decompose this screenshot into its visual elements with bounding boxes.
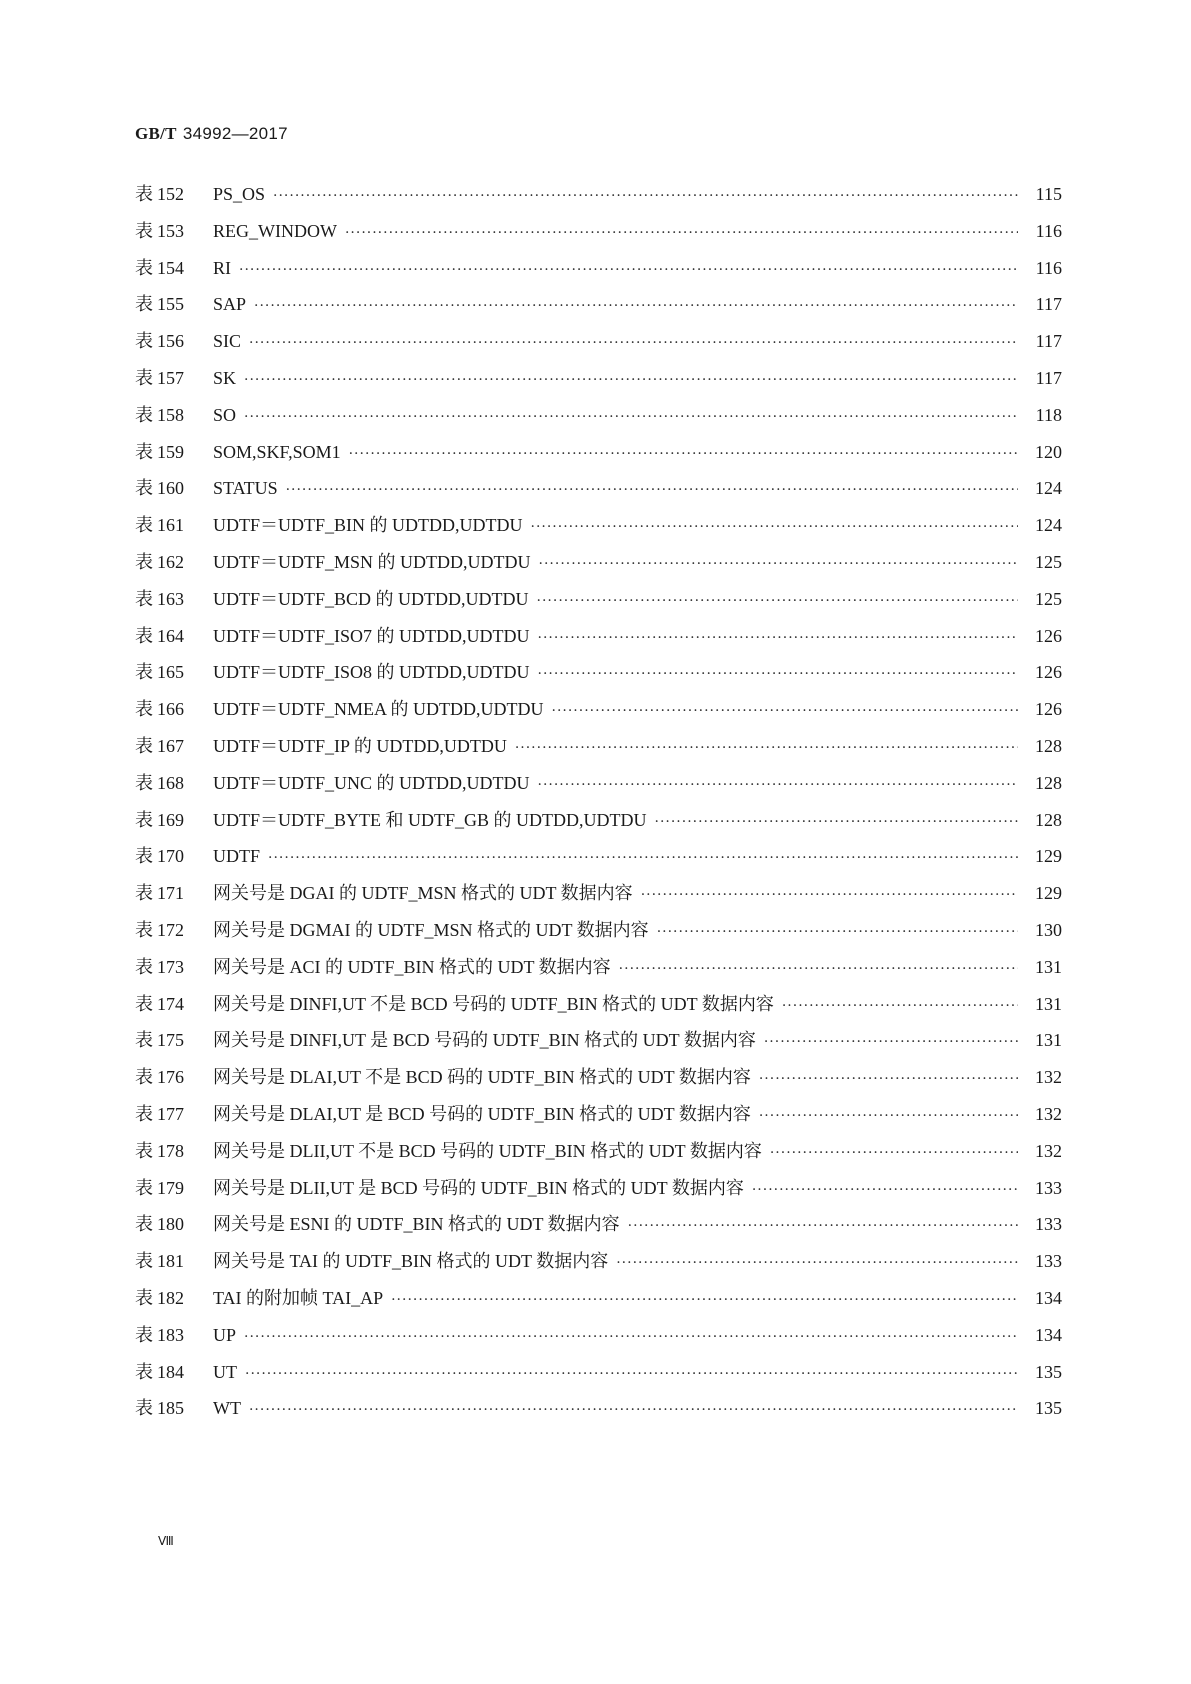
toc-entry-prefix: 表 bbox=[135, 515, 153, 537]
toc-entry-page-number: 131 bbox=[1035, 956, 1062, 977]
toc-entry[interactable] bbox=[135, 176, 1062, 213]
toc-entry[interactable] bbox=[135, 323, 1062, 360]
toc-entry-title: REG_WINDOW bbox=[213, 220, 337, 241]
toc-dot-leader bbox=[538, 767, 1019, 804]
toc-entry-table-number: 154 bbox=[157, 257, 184, 278]
toc-entry-title: WT bbox=[213, 1398, 241, 1419]
toc-entry-title: STATUS bbox=[213, 478, 278, 499]
toc-entry-page-number: 117 bbox=[1035, 294, 1062, 315]
toc-entry-prefix: 表 bbox=[135, 478, 153, 500]
toc-dot-leader bbox=[538, 656, 1019, 693]
toc-entry-table-number: 177 bbox=[157, 1103, 184, 1124]
table-of-contents bbox=[135, 176, 1062, 1427]
toc-dot-leader bbox=[759, 1061, 1018, 1098]
toc-entry-page-number: 126 bbox=[1035, 625, 1062, 646]
toc-dot-leader bbox=[239, 252, 1018, 289]
toc-entry-page-number: 118 bbox=[1035, 404, 1062, 425]
toc-entry-table-number: 182 bbox=[157, 1287, 184, 1308]
toc-entry-title: SK bbox=[213, 367, 237, 388]
toc-entry-page-number: 132 bbox=[1035, 1067, 1062, 1088]
toc-entry[interactable] bbox=[135, 654, 1062, 691]
toc-entry[interactable] bbox=[135, 507, 1062, 544]
toc-entry-title: SAP bbox=[213, 294, 247, 315]
toc-entry-table-number: 170 bbox=[157, 846, 184, 867]
toc-entry-title: 网关号是 DLAI,UT 不是 BCD 码的 UDTF_BIN 格式的 UDT 数据内容 bbox=[213, 1067, 751, 1088]
toc-entry-prefix: 表 bbox=[135, 1251, 153, 1273]
toc-entry-title: 网关号是 ESNI 的 UDTF_BIN 格式的 UDT 数据内容 bbox=[213, 1214, 620, 1235]
toc-entry-page-number: 131 bbox=[1035, 1030, 1062, 1051]
toc-dot-leader bbox=[244, 1319, 1018, 1356]
toc-entry-page-number: 129 bbox=[1035, 883, 1062, 904]
toc-entry-title: 网关号是 TAI 的 UDTF_BIN 格式的 UDT 数据内容 bbox=[213, 1251, 609, 1272]
toc-entry-table-number: 169 bbox=[157, 809, 184, 830]
toc-entry-prefix: 表 bbox=[135, 367, 153, 389]
toc-entry-page-number: 125 bbox=[1035, 551, 1062, 572]
toc-entry-table-number: 171 bbox=[157, 883, 184, 904]
toc-entry-table-number: 152 bbox=[157, 184, 184, 204]
toc-entry[interactable] bbox=[135, 1059, 1062, 1096]
toc-dot-leader bbox=[759, 1098, 1018, 1135]
toc-entry-table-number: 183 bbox=[157, 1324, 184, 1345]
toc-entry-prefix: 表 bbox=[135, 919, 153, 941]
toc-entry-table-number: 175 bbox=[157, 1030, 184, 1051]
toc-entry-table-number: 184 bbox=[157, 1361, 184, 1382]
toc-entry-prefix: 表 bbox=[135, 1287, 153, 1309]
toc-entry-table-number: 165 bbox=[157, 662, 184, 683]
toc-entry-prefix: 表 bbox=[135, 1214, 153, 1236]
toc-entry-title: TAI 的附加帧 TAI_AP bbox=[213, 1287, 384, 1308]
toc-entry-page-number: 133 bbox=[1035, 1251, 1062, 1272]
toc-entry-title: SO bbox=[213, 404, 237, 425]
toc-entry-prefix: 表 bbox=[135, 404, 153, 426]
toc-entry-title: 网关号是 DGAI 的 UDTF_MSN 格式的 UDT 数据内容 bbox=[213, 883, 633, 904]
toc-entry-page-number: 134 bbox=[1035, 1287, 1062, 1308]
toc-entry-table-number: 174 bbox=[157, 993, 184, 1014]
toc-entry[interactable] bbox=[135, 360, 1062, 397]
toc-entry[interactable] bbox=[135, 1243, 1062, 1280]
toc-entry-page-number: 133 bbox=[1035, 1177, 1062, 1198]
toc-entry-prefix: 表 bbox=[135, 735, 153, 757]
toc-entry-title: UDTF＝UDTF_ISO7 的 UDTDD,UDTDU bbox=[213, 625, 530, 646]
toc-entry-title: UDTF＝UDTF_BCD 的 UDTDD,UDTDU bbox=[213, 588, 529, 609]
toc-entry-page-number: 125 bbox=[1035, 588, 1062, 609]
toc-entry-page-number: 124 bbox=[1035, 515, 1062, 536]
toc-entry-page-number: 116 bbox=[1035, 257, 1062, 278]
toc-dot-leader bbox=[770, 1135, 1018, 1172]
toc-entry[interactable] bbox=[135, 1354, 1062, 1391]
toc-dot-leader bbox=[268, 840, 1018, 877]
toc-entry-title: UDTF＝UDTF_MSN 的 UDTDD,UDTDU bbox=[213, 551, 531, 572]
toc-dot-leader bbox=[764, 1024, 1018, 1061]
toc-dot-leader bbox=[349, 436, 1018, 473]
toc-entry[interactable] bbox=[135, 250, 1062, 287]
toc-entry[interactable] bbox=[135, 1096, 1062, 1133]
toc-entry[interactable] bbox=[135, 1170, 1062, 1207]
toc-entry-title: RI bbox=[213, 257, 231, 278]
toc-entry-prefix: 表 bbox=[135, 699, 153, 721]
toc-dot-leader bbox=[245, 1356, 1018, 1393]
toc-entry[interactable] bbox=[135, 1133, 1062, 1170]
toc-entry-title: 网关号是 DLAI,UT 是 BCD 号码的 UDTF_BIN 格式的 UDT 数据内容 bbox=[213, 1103, 751, 1124]
toc-entry-table-number: 162 bbox=[157, 551, 184, 572]
toc-entry-prefix: 表 bbox=[135, 1361, 153, 1383]
toc-entry-page-number: 126 bbox=[1035, 662, 1062, 683]
toc-dot-leader bbox=[782, 988, 1018, 1025]
toc-entry-table-number: 180 bbox=[157, 1214, 184, 1235]
toc-dot-leader bbox=[531, 509, 1019, 546]
toc-entry-title: UDTF＝UDTF_UNC 的 UDTDD,UDTDU bbox=[213, 772, 530, 793]
toc-entry[interactable] bbox=[135, 286, 1062, 323]
toc-entry-prefix: 表 bbox=[135, 1324, 153, 1346]
toc-entry-prefix: 表 bbox=[135, 1030, 153, 1052]
toc-dot-leader bbox=[616, 1245, 1018, 1282]
toc-entry[interactable] bbox=[135, 1022, 1062, 1059]
toc-entry-title: UDTF＝UDTF_IP 的 UDTDD,UDTDU bbox=[213, 735, 507, 756]
toc-entry-prefix: 表 bbox=[135, 1140, 153, 1162]
toc-entry-page-number: 132 bbox=[1035, 1103, 1062, 1124]
toc-entry-title: UDTF＝UDTF_NMEA 的 UDTDD,UDTDU bbox=[213, 699, 544, 720]
toc-entry-prefix: 表 bbox=[135, 551, 153, 573]
toc-entry-prefix: 表 bbox=[135, 883, 153, 905]
toc-entry-table-number: 167 bbox=[157, 735, 184, 756]
toc-entry[interactable] bbox=[135, 912, 1062, 949]
toc-dot-leader bbox=[244, 362, 1018, 399]
toc-dot-leader bbox=[752, 1172, 1018, 1209]
toc-entry-prefix: 表 bbox=[135, 809, 153, 831]
toc-entry[interactable] bbox=[135, 986, 1062, 1023]
toc-entry-page-number: 117 bbox=[1035, 331, 1062, 352]
toc-entry-page-number: 116 bbox=[1035, 220, 1062, 241]
toc-entry-title: 网关号是 ACI 的 UDTF_BIN 格式的 UDT 数据内容 bbox=[213, 956, 611, 977]
toc-entry[interactable] bbox=[135, 470, 1062, 507]
toc-dot-leader bbox=[244, 399, 1018, 436]
page-number: Ⅷ bbox=[158, 1534, 173, 1548]
toc-entry[interactable] bbox=[135, 618, 1062, 655]
toc-entry-table-number: 153 bbox=[157, 220, 184, 241]
toc-entry-table-number: 159 bbox=[157, 441, 184, 462]
toc-entry-table-number: 173 bbox=[157, 956, 184, 977]
toc-entry-table-number: 179 bbox=[157, 1177, 184, 1198]
toc-entry-title: UDTF bbox=[213, 846, 261, 867]
toc-entry-prefix: 表 bbox=[135, 1103, 153, 1125]
toc-entry[interactable] bbox=[135, 434, 1062, 471]
toc-entry-prefix: 表 bbox=[135, 772, 153, 794]
toc-entry-page-number: 128 bbox=[1035, 809, 1062, 830]
toc-entry-page-number: 131 bbox=[1035, 993, 1062, 1014]
toc-dot-leader bbox=[538, 620, 1019, 657]
toc-entry-prefix: 表 bbox=[135, 846, 153, 868]
toc-entry-title: UT bbox=[213, 1361, 237, 1382]
toc-entry[interactable] bbox=[135, 838, 1062, 875]
toc-dot-leader bbox=[254, 288, 1018, 325]
toc-entry-prefix: 表 bbox=[135, 588, 153, 610]
toc-entry-page-number: 133 bbox=[1035, 1214, 1062, 1235]
toc-entry-page-number: 132 bbox=[1035, 1140, 1062, 1161]
toc-entry-prefix: 表 bbox=[135, 1177, 153, 1199]
toc-entry-table-number: 172 bbox=[157, 919, 184, 940]
toc-entry[interactable] bbox=[135, 1317, 1062, 1354]
toc-entry-page-number: 130 bbox=[1035, 919, 1062, 940]
toc-entry-page-number: 128 bbox=[1035, 772, 1062, 793]
toc-entry-page-number: 134 bbox=[1035, 1324, 1062, 1345]
toc-entry-prefix: 表 bbox=[135, 1398, 153, 1420]
toc-entry-prefix: 表 bbox=[135, 257, 153, 279]
toc-entry-page-number: 128 bbox=[1035, 735, 1062, 756]
toc-entry-page-number: 124 bbox=[1035, 478, 1062, 499]
toc-dot-leader bbox=[273, 178, 1018, 215]
toc-entry-title: PS_OS bbox=[213, 184, 266, 204]
toc-entry-prefix: 表 bbox=[135, 220, 153, 242]
toc-entry-table-number: 166 bbox=[157, 699, 184, 720]
toc-entry-title: 网关号是 DINFI,UT 是 BCD 号码的 UDTF_BIN 格式的 UDT 数据内容 bbox=[213, 1030, 756, 1051]
toc-entry-table-number: 185 bbox=[157, 1398, 184, 1419]
toc-dot-leader bbox=[641, 877, 1018, 914]
toc-entry-title: 网关号是 DINFI,UT 不是 BCD 号码的 UDTF_BIN 格式的 UDT 数据内容 bbox=[213, 993, 774, 1014]
toc-entry-prefix: 表 bbox=[135, 441, 153, 463]
toc-entry-prefix: 表 bbox=[135, 331, 153, 353]
standard-number: 34992—2017 bbox=[182, 124, 288, 143]
toc-entry-table-number: 164 bbox=[157, 625, 184, 646]
toc-entry-page-number: 115 bbox=[1035, 184, 1062, 204]
toc-entry-table-number: 178 bbox=[157, 1140, 184, 1161]
toc-entry-prefix: 表 bbox=[135, 993, 153, 1015]
toc-entry[interactable] bbox=[135, 581, 1062, 618]
toc-entry-table-number: 160 bbox=[157, 478, 184, 499]
toc-entry-title: 网关号是 DGMAI 的 UDTF_MSN 格式的 UDT 数据内容 bbox=[213, 919, 649, 940]
toc-entry-table-number: 176 bbox=[157, 1067, 184, 1088]
toc-entry[interactable] bbox=[135, 1206, 1062, 1243]
standard-code: GB/T bbox=[135, 124, 177, 143]
toc-entry-title: UDTF＝UDTF_BYTE 和 UDTF_GB 的 UDTDD,UDTDU bbox=[213, 809, 647, 830]
toc-entry[interactable] bbox=[135, 728, 1062, 765]
toc-entry-title: UDTF＝UDTF_BIN 的 UDTDD,UDTDU bbox=[213, 515, 523, 536]
toc-entry[interactable] bbox=[135, 1280, 1062, 1317]
toc-entry-title: SIC bbox=[213, 331, 242, 352]
toc-entry-prefix: 表 bbox=[135, 184, 153, 205]
toc-entry[interactable] bbox=[135, 397, 1062, 434]
toc-entry-title: 网关号是 DLII,UT 是 BCD 号码的 UDTF_BIN 格式的 UDT 数据内容 bbox=[213, 1177, 744, 1198]
toc-entry[interactable] bbox=[135, 949, 1062, 986]
toc-dot-leader bbox=[391, 1282, 1018, 1319]
toc-dot-leader bbox=[249, 1392, 1018, 1429]
toc-entry-page-number: 117 bbox=[1035, 367, 1062, 388]
toc-entry-title: UDTF＝UDTF_ISO8 的 UDTDD,UDTDU bbox=[213, 662, 530, 683]
toc-dot-leader bbox=[619, 951, 1018, 988]
toc-entry-table-number: 181 bbox=[157, 1251, 184, 1272]
toc-entry[interactable] bbox=[135, 544, 1062, 581]
toc-entry-table-number: 156 bbox=[157, 331, 184, 352]
toc-dot-leader bbox=[286, 472, 1018, 509]
toc-entry-prefix: 表 bbox=[135, 625, 153, 647]
toc-entry-page-number: 129 bbox=[1035, 846, 1062, 867]
toc-entry-page-number: 126 bbox=[1035, 699, 1062, 720]
toc-entry-page-number: 120 bbox=[1035, 441, 1062, 462]
toc-dot-leader bbox=[249, 325, 1018, 362]
toc-entry-page-number: 135 bbox=[1035, 1361, 1062, 1382]
toc-entry-title: SOM,SKF,SOM1 bbox=[213, 441, 341, 462]
toc-entry-title: UP bbox=[213, 1324, 237, 1345]
toc-dot-leader bbox=[628, 1208, 1018, 1245]
toc-entry[interactable] bbox=[135, 691, 1062, 728]
toc-dot-leader bbox=[539, 546, 1018, 583]
toc-entry-prefix: 表 bbox=[135, 662, 153, 684]
toc-dot-leader bbox=[552, 693, 1019, 730]
toc-entry-prefix: 表 bbox=[135, 294, 153, 316]
toc-entry-prefix: 表 bbox=[135, 956, 153, 978]
toc-dot-leader bbox=[657, 914, 1018, 951]
toc-entry[interactable] bbox=[135, 1390, 1062, 1427]
toc-dot-leader bbox=[655, 804, 1019, 841]
toc-entry-table-number: 158 bbox=[157, 404, 184, 425]
toc-entry-title: 网关号是 DLII,UT 不是 BCD 号码的 UDTF_BIN 格式的 UDT 数据内容 bbox=[213, 1140, 762, 1161]
document-header bbox=[135, 124, 288, 144]
toc-dot-leader bbox=[515, 730, 1018, 767]
toc-entry-table-number: 157 bbox=[157, 367, 184, 388]
toc-dot-leader bbox=[537, 583, 1018, 620]
toc-entry-table-number: 163 bbox=[157, 588, 184, 609]
toc-entry-table-number: 168 bbox=[157, 772, 184, 793]
toc-entry-table-number: 161 bbox=[157, 515, 184, 536]
toc-entry[interactable] bbox=[135, 802, 1062, 839]
toc-entry-page-number: 135 bbox=[1035, 1398, 1062, 1419]
toc-entry[interactable] bbox=[135, 765, 1062, 802]
toc-entry-prefix: 表 bbox=[135, 1067, 153, 1089]
toc-dot-leader bbox=[345, 215, 1018, 252]
toc-entry[interactable] bbox=[135, 213, 1062, 250]
toc-entry-table-number: 155 bbox=[157, 294, 184, 315]
toc-entry[interactable] bbox=[135, 875, 1062, 912]
